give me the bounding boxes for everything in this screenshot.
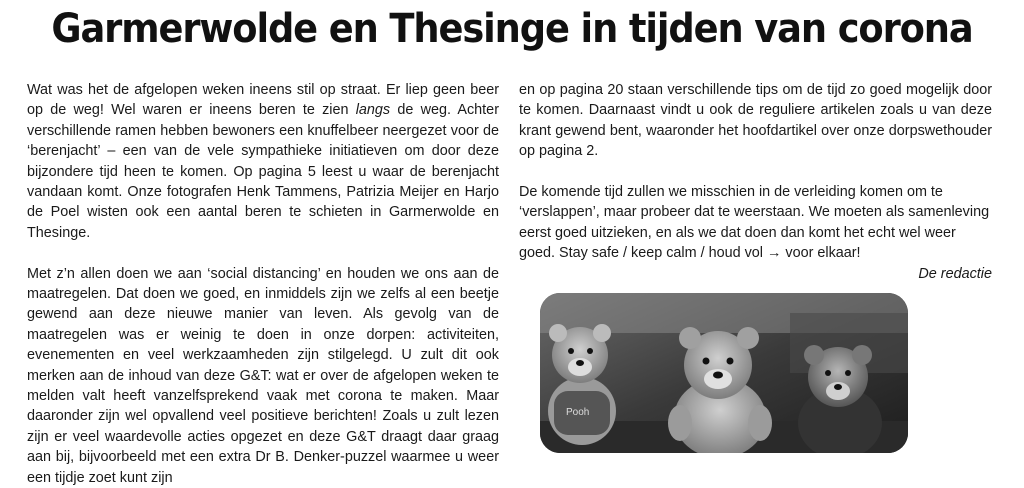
continuation-paragraph: en op pagina 20 staan verschillende tips om de tijd zo goed mogelijk door te komen. Daarnaast vindt u ook de reguliere artikelen zoals u van deze krant gewend bent, waaronder het hoofdartikel over onze dorpswethouder op pagina 2. (519, 82, 992, 160)
headline: Garmerwolde en Thesinge in tijden van corona (51, 6, 973, 52)
intro-text: Wat was het de afgelopen weken ineens stil op straat. Er liep geen beer op de weg! Wel waren er ineens beren te zien (27, 82, 499, 119)
right-teddy-bear (798, 345, 882, 453)
measures-paragraph: Met z’n allen doen we aan ‘social distancing’ en houden we ons aan de maatregelen. Dat doen we goed, en inmiddels zijn we zelfs al een beetje gewend aan deze nieuwe manier van leven. Als gevolg van de maatregelen was er weinig te doen in onze dorpen: activiteiten, evenementen en veel werkzaamheden zijn stilgelegd. U zult dit ook merken aan de inhoud van deze G&T: wat er over de afgelopen weken te melden valt heeft vanzelfsprekend vaak met corona te maken. Maar daaronder zijn wel opvallend veel positieve berichten! Zoals u zult lezen zijn er veel waardevolle acties opgezet en deze G&T draagt daar graag aan bij, bijvoorbeeld met een extra Dr B. Denker-puzzel waarmee u weer een tijdje zoet kunt zijn (27, 265, 499, 486)
shirt-text: Pooh (566, 407, 590, 418)
intro-text-rest: de weg. Achter verschillende ramen hebben bewoners een knuffelbeer neergezet voor de ‘berenjacht’ – een van de vele sympathieke initiatieven om door deze bijzondere tijd heen te komen. Op pagina 5 leest u waar de berenjacht vandaan komt. Onze fotografen Henk Tammens, Patrizia Meijer en Harjo de Poel wisten ook een aantal beren te schieten in Garmerwolde en Thesinge. (27, 102, 499, 241)
right-column (519, 80, 992, 284)
teddy-bears-photo (540, 293, 908, 453)
teddy-bears-illustration (540, 293, 908, 453)
emphasis-word: langs (355, 102, 391, 119)
signature: De redactie (918, 265, 992, 282)
left-column (27, 80, 499, 488)
closing-paragraph: De komende tijd zullen we misschien in de verleiding komen om te ‘verslappen’, maar probeer dat te weerstaan. We moeten als samenleving eerst goed uitzieken, en als we dat doen dan komt het echt wel weer goed. Stay safe / keep calm / houd vol → voor elkaar! (519, 184, 990, 262)
intro-paragraph (27, 80, 499, 243)
